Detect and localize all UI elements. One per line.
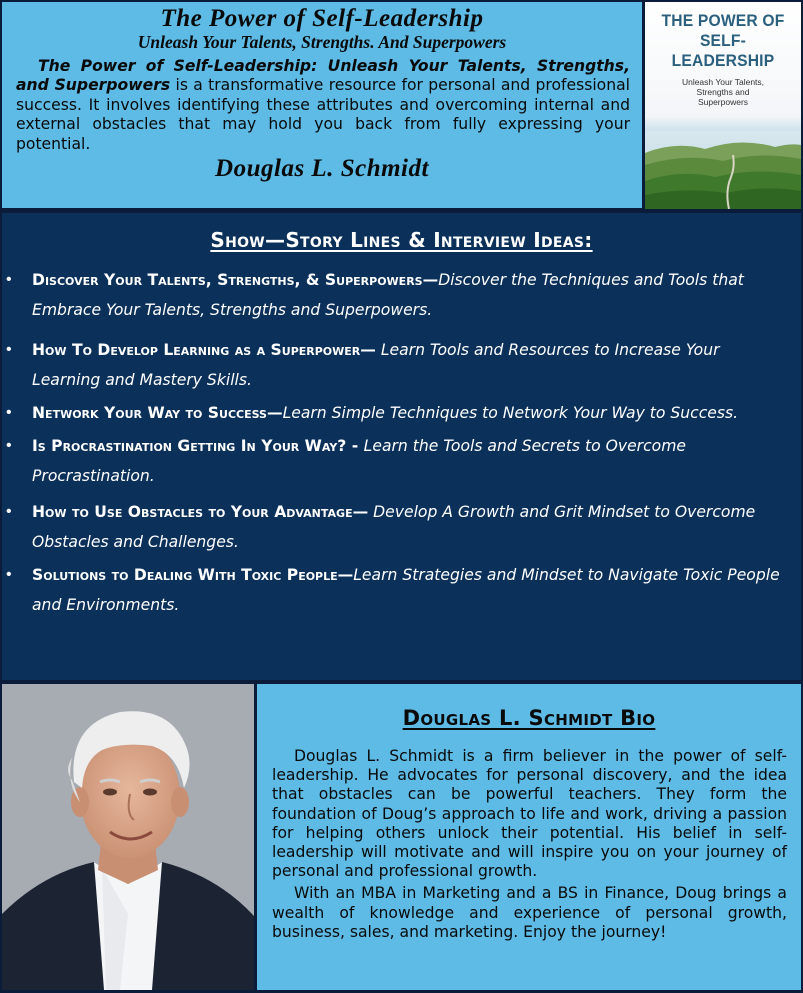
list-item	[2, 497, 801, 557]
item-description: Learn Simple Techniques to Network Your Way to Success.	[282, 404, 739, 422]
item-title: Solutions to Dealing With Toxic People—	[32, 566, 354, 584]
author-portrait-image	[2, 684, 254, 990]
item-description: Learn Tools and Resources to Increase Your Learning and Mastery Skills.	[32, 341, 720, 389]
cover-subtitle-line2: Strengths and	[696, 87, 750, 97]
book-description	[16, 57, 630, 154]
cover-title-line2: SELF-LEADERSHIP	[671, 31, 775, 70]
item-description: Learn the Tools and Secrets to Overcome Procrastination.	[32, 437, 686, 485]
author-photo	[2, 684, 254, 990]
cover-subtitle-line3: Superpowers	[697, 97, 749, 107]
bullet-icon: •	[6, 341, 12, 358]
item-title: How To Develop Learning as a Superpower—	[32, 341, 376, 359]
list-item	[2, 398, 801, 428]
item-title: Network Your Way to Success—	[32, 404, 283, 422]
item-title: Is Procrastination Getting In Your Way? -	[32, 437, 364, 455]
cover-title-line1: THE POWER OF	[661, 11, 785, 30]
book-subtitle: Unleash Your Talents, Strengths. And Superpowers	[137, 32, 507, 52]
bullet-icon: •	[6, 437, 12, 454]
book-cover	[645, 2, 801, 209]
bio-section	[257, 684, 801, 990]
book-description-rest: is a transformative resource for personal and professional success. It involves identifying these attributes and overcoming internal and external obstacles that may hold you back from fully expressing your potential.	[16, 76, 630, 153]
list-item	[2, 560, 801, 620]
book-title: The Power of Self-Leadership	[160, 5, 484, 32]
book-description-lead: The Power of Self-Leadership: Unleash Your Talents, Strengths, and Superpowers	[16, 57, 630, 95]
show-ideas-section	[2, 213, 801, 680]
item-description: Learn Strategies and Mindset to Navigate Toxic People and Environments.	[32, 566, 780, 614]
item-description: Discover the Techniques and Tools that Embrace Your Talents, Strengths and Superpowers.	[32, 271, 744, 319]
show-ideas-heading: Show—Story Lines & Interview Ideas:	[210, 228, 593, 252]
bullet-icon: •	[6, 566, 12, 583]
bullet-icon: •	[6, 404, 12, 421]
list-item	[2, 265, 801, 325]
cover-subtitle-line1: Unleash Your Talents,	[681, 77, 765, 87]
cover-subtitle	[645, 77, 801, 107]
bullet-icon: •	[6, 503, 12, 520]
item-title: Discover Your Talents, Strengths, & Superpowers—	[32, 271, 439, 289]
bio-paragraph-1: Douglas L. Schmidt is a firm believer in the power of self-leadership. He advocates for personal discovery, and the idea that obstacles can be powerful teachers. They form the foundation of Doug’s approach to life and work, driving a passion for helping others unlock their potential. His belief in self-leadership will motivate and will inspire you on your journey of personal and professional growth.	[272, 747, 787, 881]
list-item	[2, 431, 801, 491]
cover-title	[651, 11, 795, 71]
cover-landscape-image	[645, 131, 801, 209]
bio-paragraph-2: With an MBA in Marketing and a BS in Finance, Doug brings a wealth of knowledge and experience of personal growth, business, sales, and marketing. Enjoy the journey!	[272, 884, 787, 941]
item-title: How to Use Obstacles to Your Advantage—	[32, 503, 369, 521]
author-name: Douglas L. Schmidt	[215, 155, 429, 183]
header-section	[0, 0, 803, 211]
bullet-icon: •	[6, 271, 12, 288]
list-item	[2, 335, 801, 395]
bio-heading: Douglas L. Schmidt Bio	[402, 706, 656, 730]
show-ideas-list	[2, 265, 801, 620]
item-description: Develop A Growth and Grit Mindset to Overcome Obstacles and Challenges.	[32, 503, 756, 551]
header-panel	[2, 2, 642, 208]
